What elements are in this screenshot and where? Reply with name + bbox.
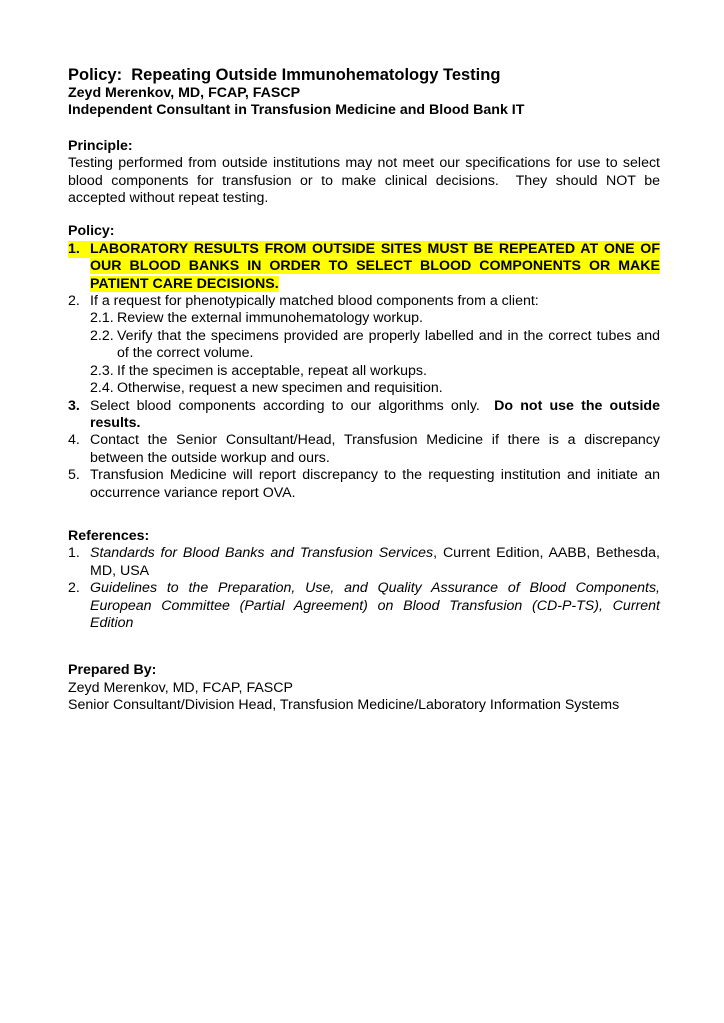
policy-item-3-number: 3. [68,397,80,414]
document-title: Policy: Repeating Outside Immunohematology Testing [68,66,501,84]
principle-paragraph: Testing performed from outside institutions may not meet our specifications for use to select blood components for transfusion or to make clinical decisions. They should NOT be accepted without repeat testing. [68,155,660,207]
author-role-line: Independent Consultant in Transfusion Medicine and Blood Bank IT [68,102,525,119]
reference-item-1 [68,545,660,580]
policy-subitem-2-4-number: 2.4. [90,380,114,397]
policy-subitem-2-2 [90,328,660,363]
references-list [68,545,660,632]
policy-item-5 [68,467,660,502]
policy-subitem-2-2-number: 2.2. [90,327,114,344]
policy-item-2-number: 2. [68,293,80,310]
policy-subitem-2-1-text: Review the external immunohematology workup. [117,310,423,327]
policy-list [68,241,660,502]
policy-item-1 [68,241,660,293]
policy-item-5-number: 5. [68,467,80,484]
policy-heading: Policy: [68,223,115,240]
reference-item-2 [68,580,660,632]
reference-item-2-number: 2. [68,580,80,597]
policy-subitem-2-3-text: If the specimen is acceptable, repeat all workups. [117,362,427,379]
policy-item-1-number: 1. [68,241,90,258]
reference-item-1-title: Standards for Blood Banks and Transfusion Services [90,545,434,562]
reference-item-2-title: Guidelines to the Preparation, Use, and Quality Assurance of Blood Components, European Committee (Partial Agreement) on Blood Transfusion (CD-P-TS), Current Edition [90,580,660,631]
reference-item-1-details: , Current Edition, AABB, Bethesda, MD, USA [90,545,660,579]
policy-document-content [68,66,660,715]
policy-item-1-text: LABORATORY RESULTS FROM OUTSIDE SITES MUST BE REPEATED AT ONE OF OUR BLOOD BANKS IN ORDER TO SELECT BLOOD COMPONENTS OR MAKE PATIENT CARE DECISIONS. [90,240,660,292]
references-heading: References: [68,527,150,544]
policy-item-4-text: Contact the Senior Consultant/Head, Transfusion Medicine if there is a discrepancy between the outside workup and ours. [90,432,660,466]
policy-item-2 [68,293,660,397]
policy-item-5-text: Transfusion Medicine will report discrepancy to the requesting institution and initiate an occurrence variance report OVA. [90,467,660,501]
policy-item-4-number: 4. [68,432,80,449]
policy-subitem-2-1 [90,310,660,327]
prepared-by-role: Senior Consultant/Division Head, Transfusion Medicine/Laboratory Information Systems [68,697,620,714]
policy-item-4 [68,432,660,467]
reference-item-1-number: 1. [68,545,80,562]
policy-item-3 [68,398,660,433]
policy-subitem-2-1-number: 2.1. [90,310,114,327]
policy-item-3-text-regular: Select blood components according to our algorithms only. [90,397,495,414]
principle-heading: Principle: [68,137,133,154]
policy-subitem-2-3-number: 2.3. [90,362,114,379]
policy-subitem-2-4-text: Otherwise, request a new specimen and requisition. [117,380,443,397]
prepared-by-heading: Prepared By: [68,662,157,679]
policy-subitem-2-3 [90,363,660,380]
policy-item-2-sublist [90,310,660,397]
policy-item-3-text-bold: Do not use the outside results. [90,397,660,431]
policy-subitem-2-4 [90,380,660,397]
policy-subitem-2-2-text: Verify that the specimens provided are properly labelled and in the correct tubes and of the correct volume. [117,327,660,362]
prepared-by-name: Zeyd Merenkov, MD, FCAP, FASCP [68,679,293,696]
policy-item-2-text: If a request for phenotypically matched blood components from a client: [90,293,539,310]
author-name-line: Zeyd Merenkov, MD, FCAP, FASCP [68,85,301,101]
